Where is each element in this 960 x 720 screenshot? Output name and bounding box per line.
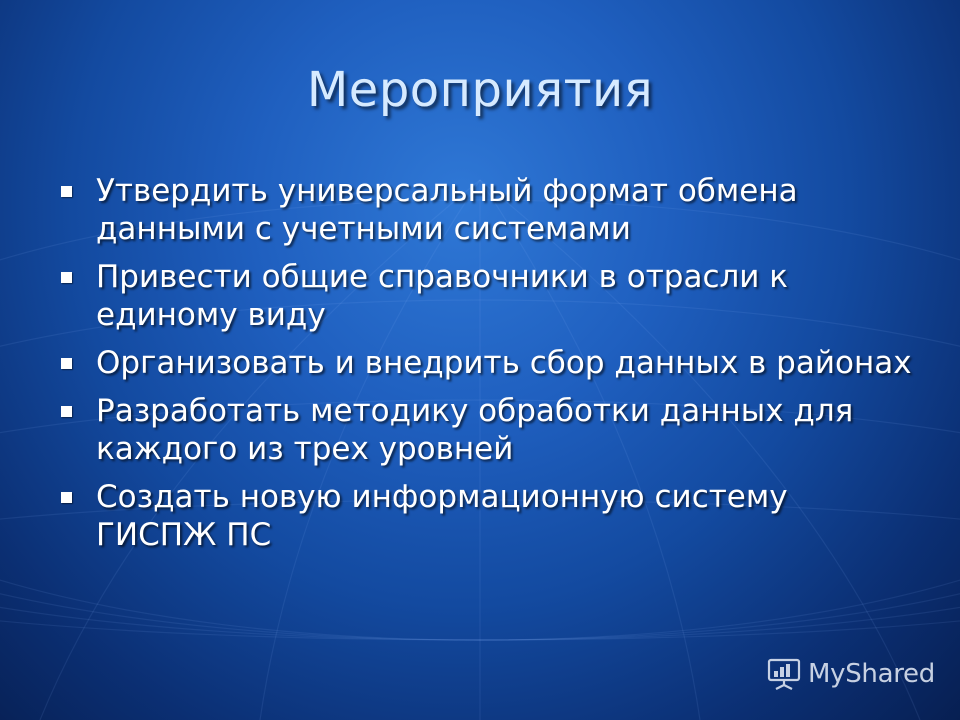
square-bullet-icon [61,406,72,417]
bullet-text: Разработать методику обработки данных для каждого из трех уровней [96,393,854,467]
bullet-item [56,478,916,554]
bullet-item [56,258,916,334]
square-bullet-icon [61,492,72,503]
bullet-text: Организовать и внедрить сбор данных в районах [96,345,912,381]
presentation-board-icon [766,657,802,691]
watermark-text: MyShared [808,659,935,689]
square-bullet-icon [61,186,72,197]
watermark [766,654,935,694]
square-bullet-icon [61,358,72,369]
bullet-item [56,172,916,248]
bullet-list [56,172,916,564]
bullet-item [56,344,916,382]
bullet-item [56,392,916,468]
slide-title: Мероприятия [306,62,654,118]
square-bullet-icon [61,272,72,283]
bullet-text: Утвердить универсальный формат обмена данными с учетными системами [96,173,798,247]
bullet-text: Привести общие справочники в отрасли к единому виду [96,259,789,333]
bullet-text: Создать новую информационную систему ГИСПЖ ПС [96,479,788,553]
